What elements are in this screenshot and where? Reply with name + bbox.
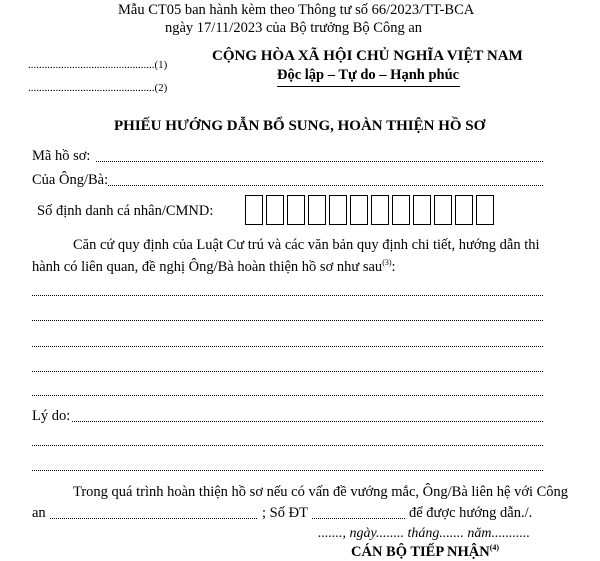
id-digit-box[interactable] [476, 195, 494, 225]
reason-content-line[interactable] [32, 445, 543, 446]
police-unit-field[interactable] [50, 518, 257, 519]
id-digit-box[interactable] [455, 195, 473, 225]
nation-heading: CỘNG HÒA XÃ HỘI CHỦ NGHĨA VIỆT NAM [212, 48, 523, 64]
id-digit-box[interactable] [308, 195, 326, 225]
request-content-line[interactable] [32, 346, 543, 347]
reason-content-line[interactable] [32, 470, 543, 471]
motto-underline [277, 86, 460, 87]
case-code-field[interactable] [96, 161, 543, 162]
phone-label: ; Số ĐT [262, 505, 308, 521]
id-digit-box[interactable] [350, 195, 368, 225]
request-content-line[interactable] [32, 395, 543, 396]
id-digit-box[interactable] [266, 195, 284, 225]
owner-field[interactable] [108, 185, 543, 186]
footnote-3: (3) [382, 258, 392, 267]
id-digit-box[interactable] [413, 195, 431, 225]
police-prefix: an [32, 505, 46, 521]
request-content-line[interactable] [32, 295, 543, 296]
id-digit-box[interactable] [329, 195, 347, 225]
id-digit-box[interactable] [287, 195, 305, 225]
owner-label: Của Ông/Bà: [32, 172, 109, 188]
signer-title [351, 543, 499, 561]
request-content-line[interactable] [32, 320, 543, 321]
contact-paragraph-line1: Trong quá trình hoàn thiện hồ sơ nếu có vấn đề vướng mắc, Ông/Bà liên hệ với Công [73, 484, 569, 500]
guidance-tail: để được hướng dẫn./. [409, 505, 533, 521]
id-digit-box[interactable] [434, 195, 452, 225]
id-digit-box[interactable] [245, 195, 263, 225]
template-reference-line1: Mẫu CT05 ban hành kèm theo Thông tư số 66/2023/TT-BCA [118, 2, 475, 18]
id-number-label: Số định danh cá nhân/CMND: [37, 203, 214, 219]
id-digit-box[interactable] [392, 195, 410, 225]
basis-colon: : [391, 258, 396, 275]
basis-paragraph-line2 [32, 258, 396, 276]
date-line[interactable]: ......., ngày........ tháng....... năm........... [318, 526, 530, 541]
reason-label: Lý do: [32, 408, 71, 424]
template-reference-line2: ngày 17/11/2023 của Bộ trưởng Bộ Công an [165, 20, 423, 36]
form-title: PHIẾU HƯỚNG DẪN BỔ SUNG, HOÀN THIỆN HỒ SƠ [114, 118, 486, 134]
case-code-label: Mã hồ sơ: [32, 148, 91, 164]
signer-title-text: CÁN BỘ TIẾP NHẬN [351, 543, 490, 560]
reason-field[interactable] [72, 421, 543, 422]
basis-paragraph-text: hành có liên quan, đề nghị Ông/Bà hoàn thiện hồ sơ như sau [32, 258, 383, 275]
basis-paragraph-line1: Căn cứ quy định của Luật Cư trú và các văn bản quy định chi tiết, hướng dẫn thi [73, 237, 540, 253]
agency-unit-field[interactable]: ..............................................(2) [28, 82, 168, 94]
id-digit-box[interactable] [371, 195, 389, 225]
agency-name-field[interactable]: ..............................................(1) [28, 59, 168, 71]
footnote-4: (4) [489, 543, 500, 552]
request-content-line[interactable] [32, 371, 543, 372]
motto-heading: Độc lập – Tự do – Hạnh phúc [277, 67, 460, 83]
phone-field[interactable] [312, 518, 405, 519]
